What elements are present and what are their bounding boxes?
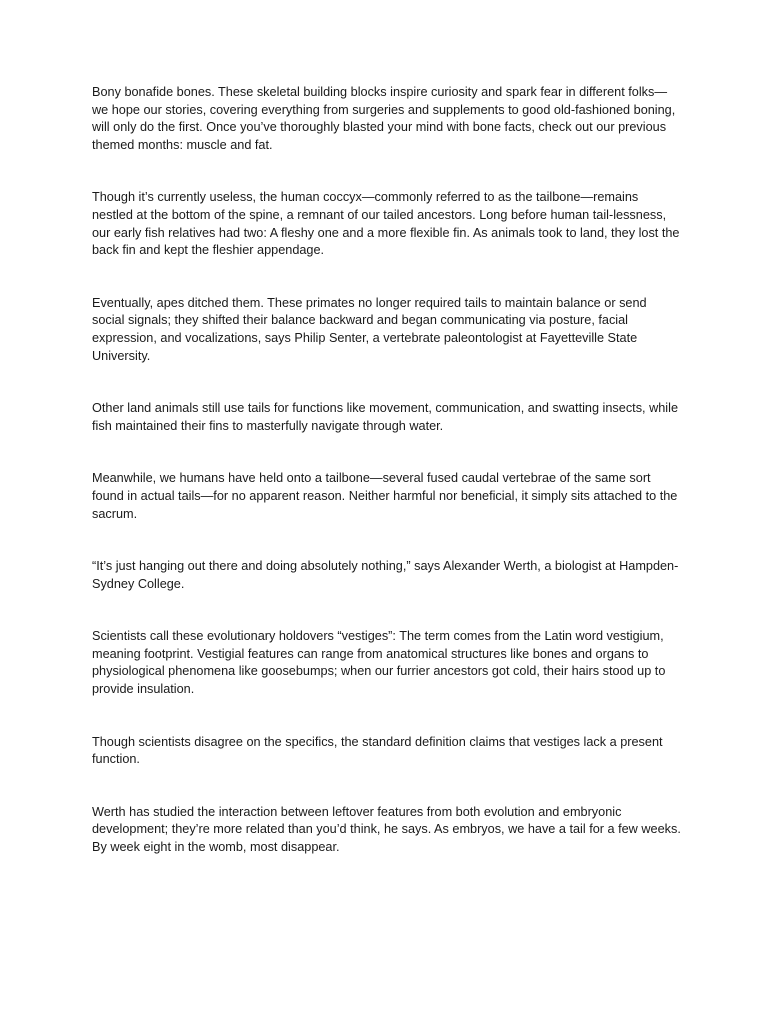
paragraph-8: Though scientists disagree on the specifics, the standard definition claims that vestiges lack a present function. [92, 734, 663, 767]
paragraph-4: Other land animals still use tails for functions like movement, communication, and swatting insects, while fish maintained their fins to masterfully navigate through water. [92, 401, 678, 433]
paragraph-5: Meanwhile, we humans have held onto a tailbone—several fused caudal vertebrae of the same sort found in actual tails—for no apparent reason. Neither harmful nor beneficial, it simply sits attached to the sacrum. [92, 471, 678, 521]
document-body [92, 84, 682, 892]
paragraph-9: Werth has studied the interaction between leftover features from both evolution and embryonic development; they’re more related than you’d think, he says. As embryos, we have a tail for a few weeks. By week eight in the womb, most disappear. [92, 804, 681, 855]
paragraph-3: Eventually, apes ditched them. These primates no longer required tails to maintain balance or send social signals; they shifted their balance backward and began communicating via posture, facial expression, and vocalizations, says Philip Senter, a vertebrate paleontologist at Fayetteville State University. [92, 295, 647, 363]
paragraph-6: “It’s just hanging out there and doing absolutely nothing,” says Alexander Werth, a biologist at Hampden-Sydney College. [92, 559, 679, 591]
paragraph-2: Though it’s currently useless, the human coccyx—commonly referred to as the tailbone—remains nestled at the bottom of the spine, a remnant of our tailed ancestors. Long before human tail-lessness, our early fish relatives had two: A fleshy one and a more flexible fin. As animals took to land, they lost the back fin and kept the fleshier appendage. [92, 190, 680, 258]
paragraph-7: Scientists call these evolutionary holdovers “vestiges”: The term comes from the Latin word vestigium, meaning footprint. Vestigial features can range from anatomical structures like bones and organs to physiological phenomena like goosebumps; when our furrier ancestors got cold, their hairs stood up to provide insulation. [92, 629, 666, 697]
paragraph-1: Bony bonafide bones. These skeletal building blocks inspire curiosity and spark fear in different folks—we hope our stories, covering everything from surgeries and supplements to good old-fashioned boning, will only do the first. Once you’ve thoroughly blasted your mind with bone facts, check out our previous themed months: muscle and fat. [92, 85, 676, 152]
